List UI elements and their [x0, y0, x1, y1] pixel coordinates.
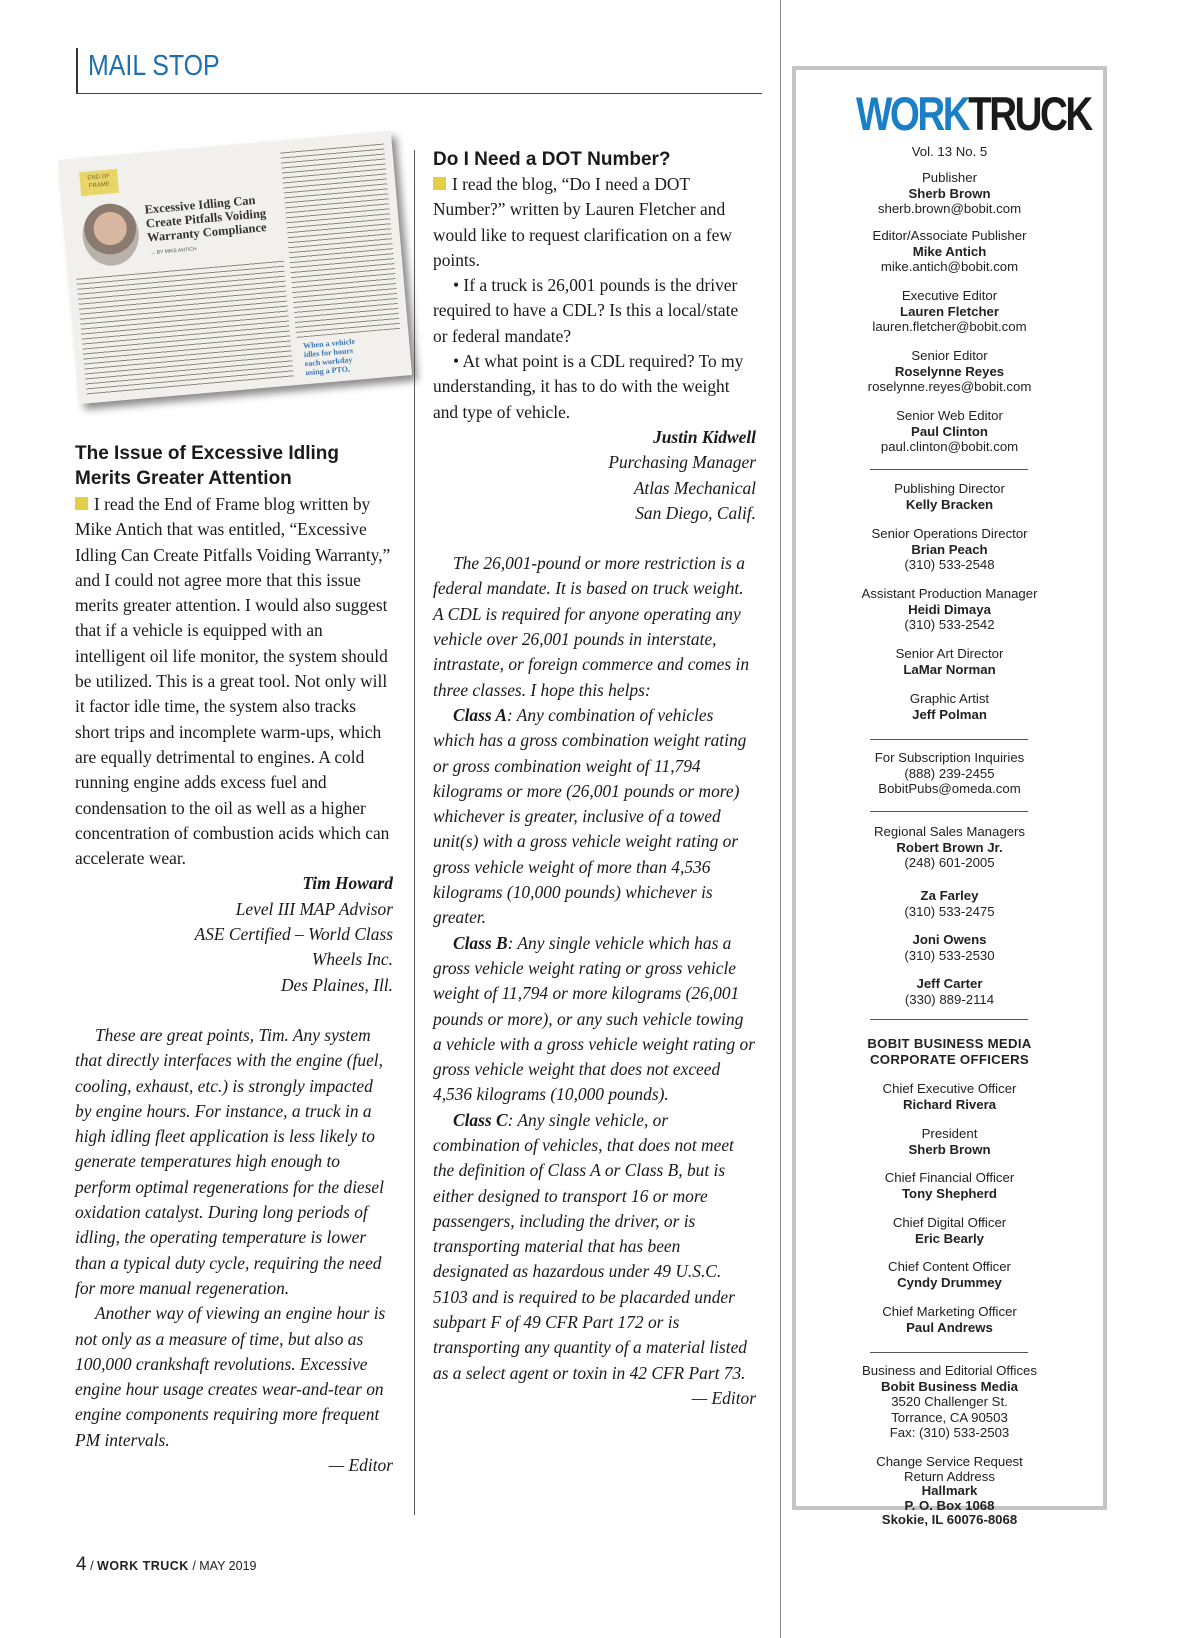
- officer-ceo: Chief Executive Officer Richard Rivera: [882, 1081, 1017, 1112]
- class-a-label: Class A: [453, 704, 507, 725]
- sales-rep: Joni Owens (310) 533-2530: [904, 932, 995, 963]
- corporate-officers-heading: BOBIT BUSINESS MEDIA CORPORATE OFFICERS: [867, 1036, 1032, 1067]
- clipping-tag: END OF FRAME: [79, 169, 119, 196]
- officer-cco: Chief Content Officer Cyndy Drummey: [888, 1259, 1011, 1290]
- staff-publishing-director: Publishing Director Kelly Bracken: [894, 481, 1005, 512]
- editor-reply-2-para-1: The 26,001-pound or more restriction is a federal mandate. It is based on truck weight. A CDL is required for anyone operating any vehicle over 26,001 pounds in interstate, intrastate, or foreign commerce and comes in three classes. I hope this helps:: [433, 553, 750, 700]
- staff-publisher: Publisher Sherb Brown sherb.brown@bobit.com: [877, 170, 1022, 217]
- letter-2-headline: Do I Need a DOT Number?: [433, 149, 671, 170]
- officer-cdo: Chief Digital Officer Eric Bearly: [892, 1215, 1007, 1246]
- sales-rep: Za Farley (310) 533-2475: [904, 888, 995, 919]
- letter-1-sig-line: Wheels Inc.: [311, 949, 393, 970]
- letter-2-sig-line: Purchasing Manager: [608, 452, 756, 473]
- clipping-title: Excessive Idling Can Create Pitfalls Voiding Warranty Compliance: [144, 192, 268, 245]
- staff-senior-editor: Senior Editor Roselynne Reyes roselynne.reyes@bobit.com: [867, 348, 1032, 395]
- work-truck-logo: WORKTRUCK: [856, 87, 1091, 140]
- footer-date: / MAY 2019: [192, 1559, 257, 1573]
- masthead-divider: [870, 469, 1028, 470]
- class-b-label: Class B: [453, 932, 508, 953]
- masthead-divider: [870, 1352, 1028, 1353]
- editor-credit-2: — Editor: [691, 1387, 756, 1408]
- header-rule: [76, 93, 762, 94]
- letter-1-headline: The Issue of Excessive Idling Merits Greater Attention: [75, 443, 339, 489]
- letter-1: [75, 441, 393, 1478]
- letter-1-sig-line: Level III MAP Advisor: [235, 898, 393, 919]
- letter-2-question-2: • At what point is a CDL required? To my understanding, it has to do with the weight and type of vehicle.: [433, 351, 744, 422]
- staff-art-director: Senior Art Director LaMar Norman: [895, 646, 1004, 677]
- letter-2-sig-line: Atlas Mechanical: [633, 477, 756, 498]
- section-title: MAIL STOP: [88, 50, 220, 82]
- staff-web-editor: Senior Web Editor Paul Clinton paul.clinton@bobit.com: [880, 408, 1019, 455]
- clipping-text-block: [280, 142, 400, 338]
- staff-production-manager: Assistant Production Manager Heidi Dimaya (310) 533-2542: [861, 586, 1038, 633]
- letter-2-body: I read the blog, “Do I need a DOT Number?” written by Lauren Fletcher and would like to request clarification on a few points.: [433, 174, 732, 270]
- staff-executive-editor: Executive Editor Lauren Fletcher lauren.fletcher@bobit.com: [872, 288, 1027, 335]
- sales-managers: Regional Sales Managers Robert Brown Jr. (248) 601-2005: [873, 824, 1025, 871]
- return-address: Change Service Request Return Address Hallmark P. O. Box 1068 Skokie, IL 60076-8068: [876, 1454, 1023, 1527]
- page-footer: [76, 1554, 256, 1576]
- staff-editor: Editor/Associate Publisher Mike Antich mike.antich@bobit.com: [872, 228, 1027, 275]
- letter-1-signature: [75, 871, 393, 997]
- article-clipping-image: [58, 130, 398, 410]
- class-c-label: Class C: [453, 1109, 508, 1130]
- masthead-box: [792, 66, 1107, 1527]
- officer-cfo: Chief Financial Officer Tony Shepherd: [884, 1170, 1015, 1201]
- footer-magazine: WORK TRUCK: [97, 1559, 189, 1573]
- officer-president: President Sherb Brown: [908, 1126, 991, 1157]
- editor-reply-1-para-2: Another way of viewing an engine hour is not only as a measure of time, but also as 100,000 crankshaft revolutions. Excessive engine hour usage creates wear-and-tear on engine components requiring more frequent PM intervals.: [75, 1303, 386, 1450]
- header-accent-bar: [76, 48, 78, 94]
- business-offices: Business and Editorial Offices Bobit Business Media 3520 Challenger St. Torrance, CA 90503 Fax: (310) 533-2503: [862, 1363, 1037, 1441]
- letter-1-signer: Tim Howard: [302, 873, 393, 894]
- letter-1-body: I read the End of Frame blog written by Mike Antich that was entitled, “Excessive Idling Can Create Pitfalls Voiding Warranty,” and I could not agree more that this issue merits greater attention. I would also suggest that if a vehicle is equipped with an intelligent oil life monitor, the system should be utilized. This is a great tool. Not only will it factor idle time, the system also tracks short trips and incomplete warm-ups, which are equally detrimental to engines. A cold running engine adds excess fuel and condensation to the oil as well as a higher concentration of combustion acids which can accelerate wear.: [75, 494, 391, 869]
- masthead-divider: [870, 739, 1028, 740]
- class-b-definition: Class B: Any single vehicle which has a gross vehicle weight rating or gross vehicle weight of 11,794 or more kilograms (26,001 pounds or more), or any such vehicle towing a vehicle with a gross vehicle weight rating or gross vehicle weight that does not exceed 4,536 kilograms (10,000 pounds).: [433, 932, 755, 1105]
- issue-number: Vol. 13 No. 5: [911, 144, 988, 159]
- letter-2-sig-line: San Diego, Calif.: [635, 502, 756, 523]
- letter-2-signer: Justin Kidwell: [653, 426, 756, 447]
- page-gutter-line: [780, 0, 781, 1638]
- editor-credit-1: — Editor: [328, 1454, 393, 1475]
- letter-1-sig-line: ASE Certified – World Class: [194, 924, 393, 945]
- masthead-divider: [870, 1019, 1028, 1020]
- letter-2-question-1: • If a truck is 26,001 pounds is the driver required to have a CDL? Is this a local/state or federal mandate?: [433, 275, 739, 346]
- clipping-pull-quote: When a vehicle idles for hours each workday using a PTO,: [302, 336, 356, 378]
- clipping-text-block: [76, 259, 294, 397]
- letter-2-signature: [433, 425, 756, 526]
- square-bullet-icon: [433, 177, 446, 190]
- editor-reply-1-para-1: These are great points, Tim. Any system that directly interfaces with the engine (fuel, cooling, exhaust, etc.) is strongly impacted by engine hours. For instance, a truck in a high idling fleet application is less likely to generate temperatures high enough to perform optimal regenerations for the diesel oxidation catalyst. During long periods of idling, the operating temperature is lower than a typical duty cycle, requiring the need for more manual regeneration.: [75, 1024, 384, 1298]
- author-photo: [80, 201, 141, 268]
- clipping-byline: → BY MIKE ANTICH: [150, 246, 197, 257]
- class-c-definition: Class C: Any single vehicle, or combination of vehicles, that does not meet the definition of Class A or Class B, but is either designed to transport 16 or more passengers, including the driver, or is transporting material that has been designated as hazardous under 49 U.S.C. 5103 and is required to be placarded under subpart F of 49 CFR Part 172 or is transporting any quantity of a material listed as a select agent or toxin in 42 CFR Part 73.: [433, 1109, 747, 1383]
- staff-graphic-artist: Graphic Artist Jeff Polman: [909, 691, 990, 722]
- square-bullet-icon: [75, 497, 88, 510]
- class-a-definition: Class A: Any combination of vehicles which has a gross combination weight rating or gross combination weight of 11,794 kilograms or more (26,001 pounds or more) whichever is greater, inclusive of a towed unit(s) with a gross vehicle weight rating or gross vehicle weight of more than 4,536 kilograms (10,000 pounds) whichever is greater.: [433, 704, 747, 928]
- letter-1-sig-line: Des Plaines, Ill.: [280, 974, 393, 995]
- masthead-divider: [870, 811, 1028, 812]
- subscription-info: For Subscription Inquiries (888) 239-2455 BobitPubs@omeda.com: [874, 750, 1025, 797]
- officer-cmo: Chief Marketing Officer Paul Andrews: [882, 1304, 1017, 1335]
- staff-operations-director: Senior Operations Director Brian Peach (310) 533-2548: [871, 526, 1028, 573]
- column-rule: [414, 150, 415, 1515]
- page-number: 4: [76, 1554, 87, 1575]
- footer-separator: /: [90, 1559, 94, 1573]
- letter-2: [433, 147, 756, 1411]
- sales-rep: Jeff Carter (330) 889-2114: [904, 976, 995, 1007]
